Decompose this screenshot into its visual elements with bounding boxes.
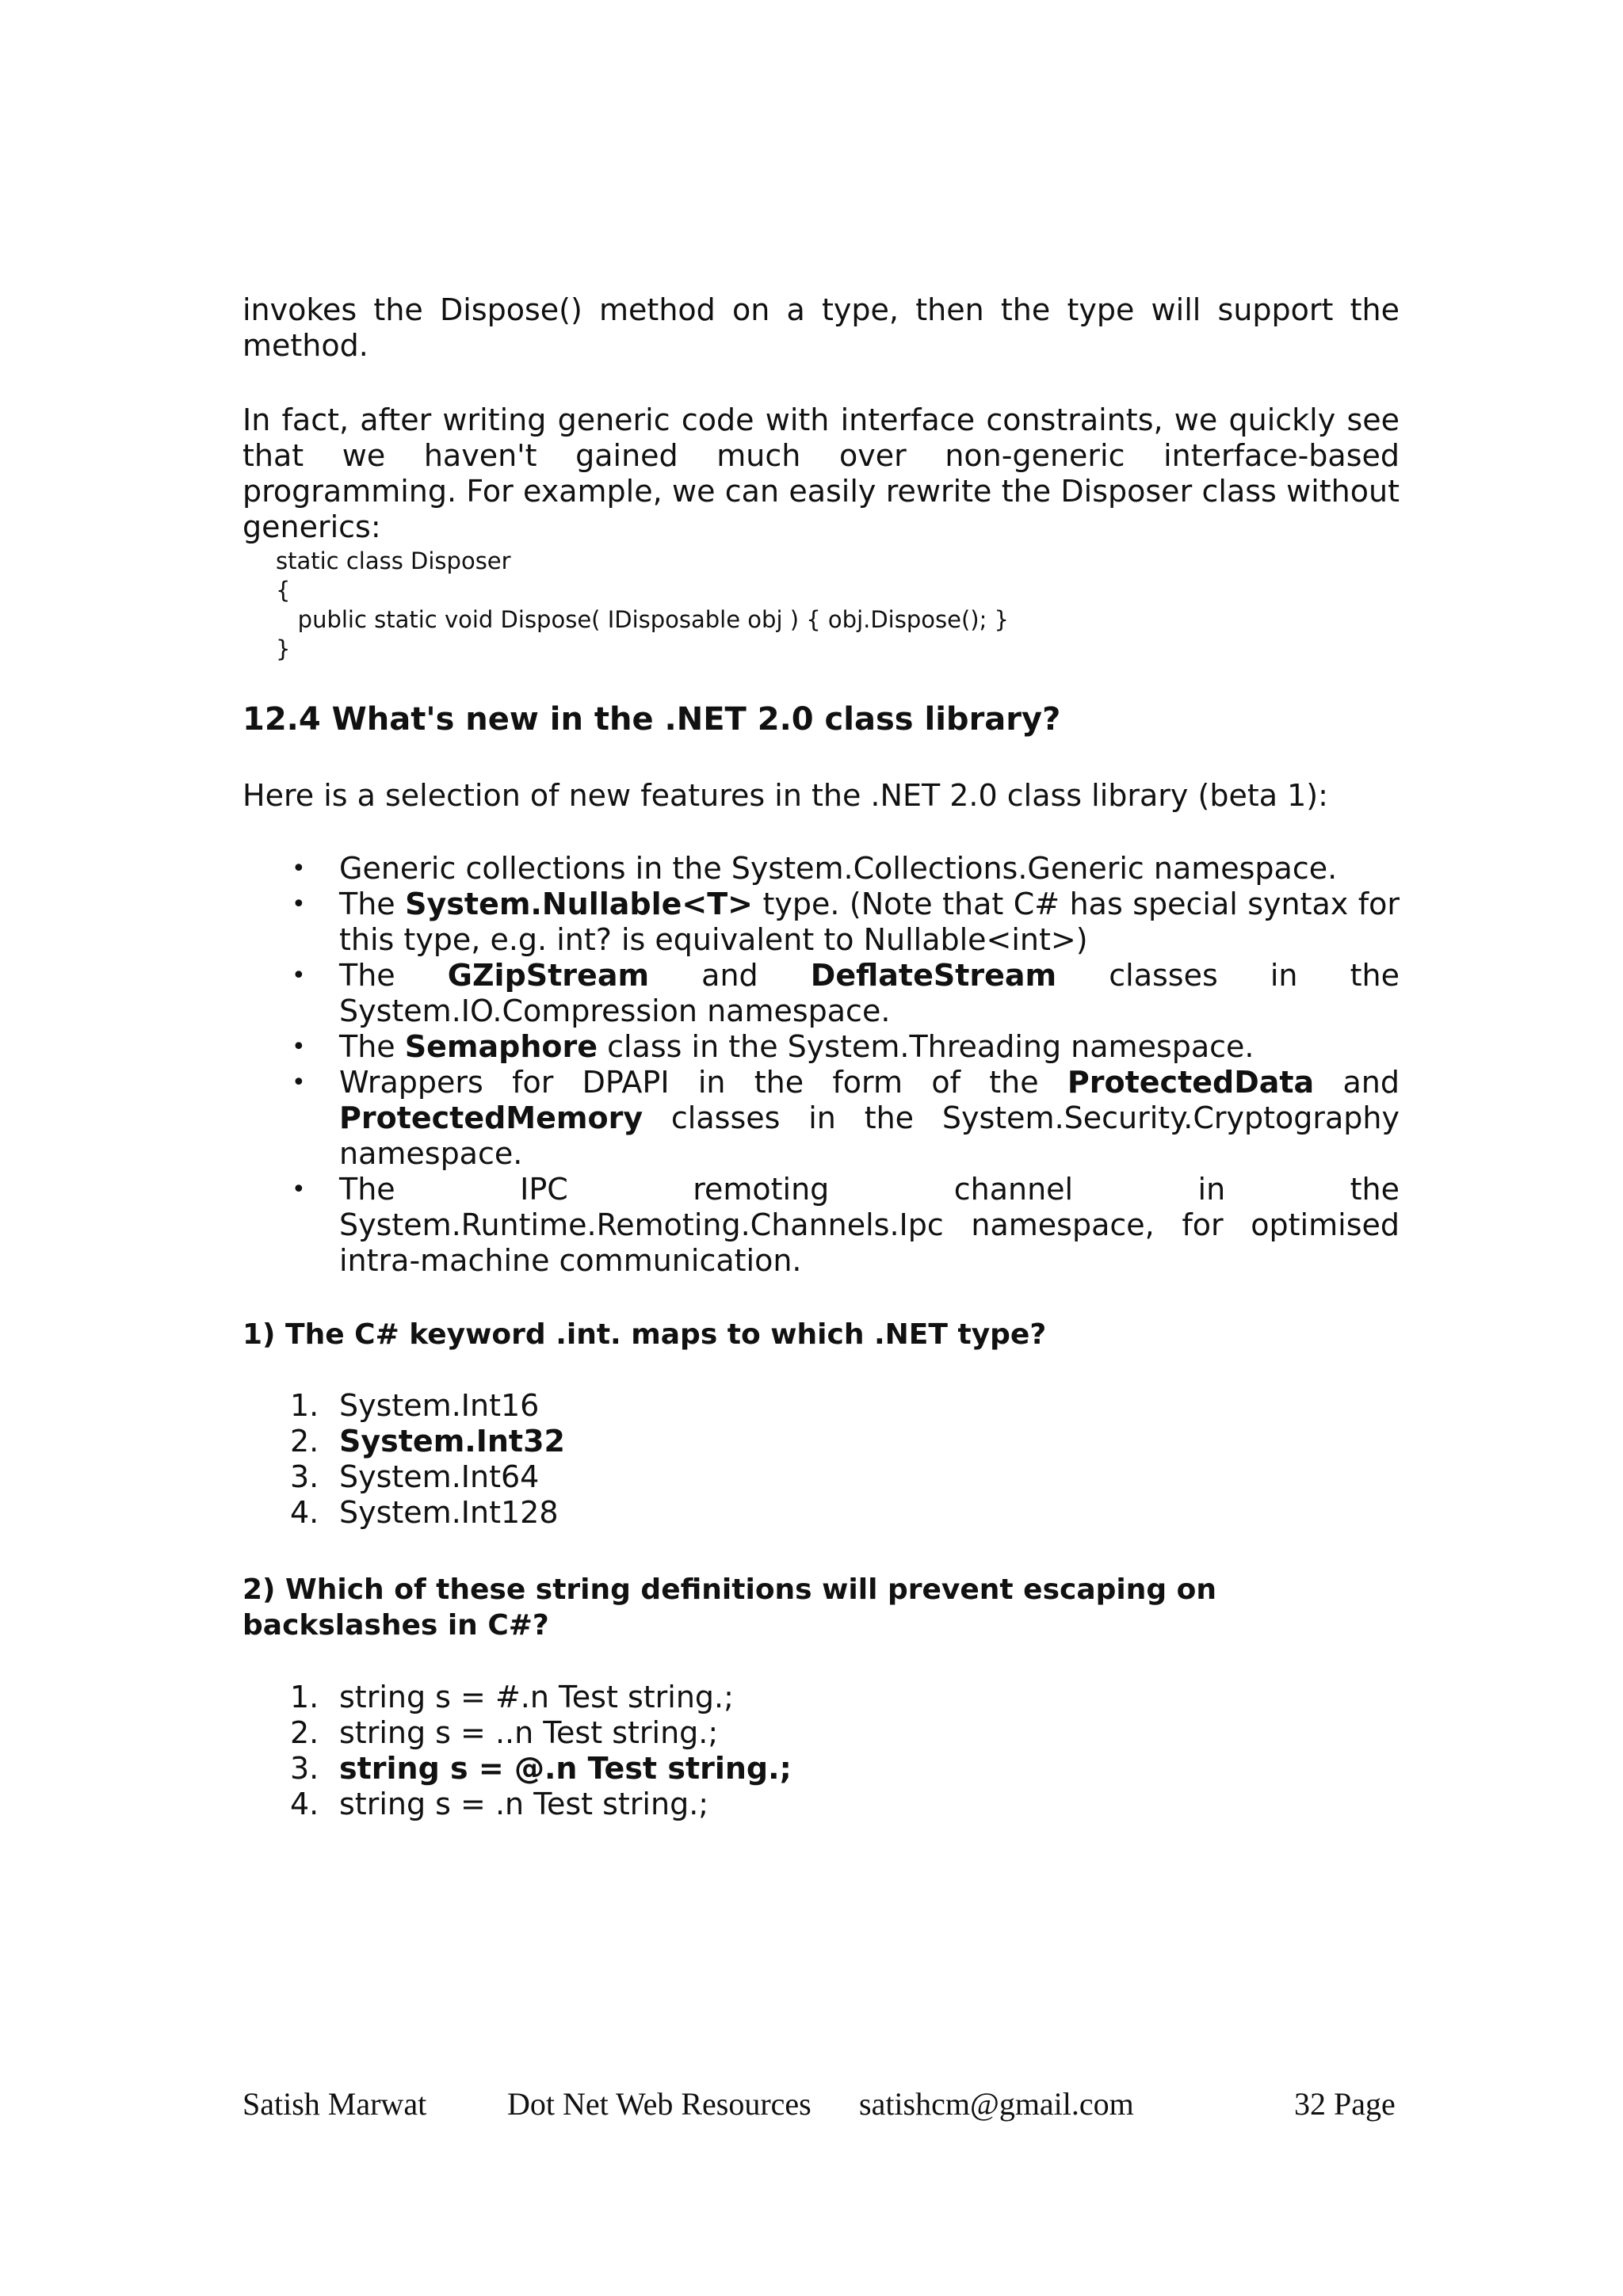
bullet-icon: • [292, 891, 306, 918]
footer-site: Dot Net Web Resources [507, 2086, 812, 2122]
answer-option: 1. string s = #.n Test string.; [290, 1680, 734, 1714]
bullet-icon: • [292, 1033, 306, 1061]
bullet-icon: • [292, 855, 306, 883]
feature-text: classes in the System.Security.Cryptography namespace. [339, 1100, 1400, 1171]
answer-option-correct: 3. string s = @.n Test string.; [290, 1751, 792, 1786]
code-line: { [276, 577, 291, 604]
feature-text: and [1314, 1065, 1400, 1100]
answer-option-correct: 2. System.Int32 [290, 1424, 565, 1459]
paragraph-interface-constraints: In fact, after writing generic code with interface constraints, we quickly see that we haven't gained much over non-generic interface-based programming. For example, we can easily rewrite the Disposer class without generics: [242, 402, 1400, 544]
type-name: DeflateStream [810, 958, 1057, 993]
type-name: ProtectedMemory [339, 1100, 643, 1135]
list-item [242, 887, 1400, 958]
code-line: public static void Dispose( IDisposable obj ) { obj.Dispose(); } [276, 606, 1010, 633]
footer-email: satishcm@gmail.com [859, 2086, 1134, 2122]
page-footer [242, 2085, 1400, 2125]
feature-list [242, 851, 1400, 1279]
list-item [242, 1065, 1400, 1172]
question-1-text: 1) The C# keyword .int. maps to which .NET type? [242, 1318, 1047, 1351]
bullet-icon: • [292, 1176, 306, 1203]
question-2-text: 2) Which of these string definitions will prevent escaping on backslashes in C#? [242, 1573, 1217, 1642]
feature-text: class in the System.Threading namespace. [598, 1029, 1254, 1064]
section-intro: Here is a selection of new features in the .NET 2.0 class library (beta 1): [242, 778, 1328, 813]
question-1-options [242, 1388, 1400, 1531]
feature-text: Wrappers for DPAPI in the form of the [339, 1065, 1067, 1100]
question-2-options [242, 1680, 1400, 1822]
footer-page-number: 32 Page [1294, 2086, 1396, 2122]
bullet-icon: • [292, 1069, 306, 1097]
feature-text: The IPC remoting channel in the System.Runtime.Remoting.Channels.Ipc namespace, for optimised intra-machine communication. [339, 1172, 1400, 1278]
answer-option: 2. string s = ..n Test string.; [290, 1715, 719, 1750]
list-item [242, 851, 1400, 887]
section-heading: 12.4 What's new in the .NET 2.0 class library? [242, 701, 1061, 738]
feature-text: The [339, 1029, 405, 1064]
feature-text: The [339, 887, 406, 921]
answer-option: 1. System.Int16 [290, 1388, 540, 1423]
answer-option: 4. System.Int128 [290, 1495, 559, 1530]
list-item [242, 1029, 1400, 1065]
list-item [242, 1172, 1400, 1279]
paragraph-dispose-continuation: invokes the Dispose() method on a type, then the type will support the method. [242, 292, 1400, 363]
code-line: } [276, 635, 291, 662]
answer-option: 3. System.Int64 [290, 1459, 540, 1494]
list-item [242, 958, 1400, 1029]
feature-text: Generic collections in the System.Collections.Generic namespace. [339, 851, 1338, 886]
feature-text: classes in the System.IO.Compression namespace. [339, 958, 1400, 1028]
feature-text: type. (Note that C# has special syntax for this type, e.g. int? is equivalent to Nullable<int>) [339, 887, 1400, 957]
type-name: ProtectedData [1067, 1065, 1315, 1100]
type-name: GZipStream [447, 958, 650, 993]
bullet-icon: • [292, 962, 306, 990]
feature-text: and [649, 958, 811, 993]
answer-option: 4. string s = .n Test string.; [290, 1787, 709, 1821]
type-name: System.Nullable<T> [405, 887, 754, 921]
code-block [276, 547, 1009, 664]
footer-author: Satish Marwat [242, 2086, 427, 2122]
feature-text: The [339, 958, 448, 993]
code-line: static class Disposer [276, 547, 511, 574]
type-name: Semaphore [404, 1029, 598, 1064]
